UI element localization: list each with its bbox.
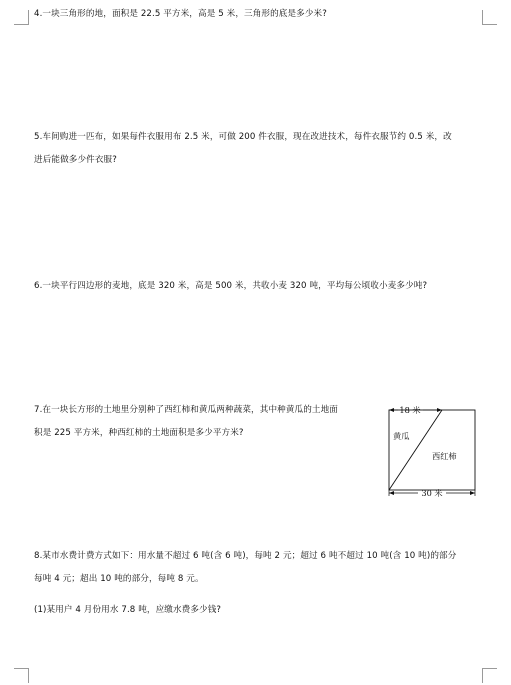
question-4-text: 4.一块三角形的地，面积是 22.5 平方米，高是 5 米，三角形的底是多少米? <box>34 9 327 19</box>
question-8-text-line-2: 每吨 4 元；超出 10 吨的部分，每吨 8 元。 <box>34 574 204 584</box>
top-dimension-label: 18 米 <box>399 405 421 415</box>
crop-mark-bottom-left <box>14 668 29 683</box>
question-6-text: 6.一块平行四边形的麦地，底是 320 米，高是 500 米，共收小麦 320 吨，平均每公顷收小麦多少吨? <box>34 281 428 291</box>
field-diagram-svg <box>380 399 478 503</box>
field-rectangle <box>389 410 475 490</box>
crop-mark-top-left <box>14 10 29 25</box>
field-diagram <box>380 399 478 503</box>
question-7-text-line-2: 积是 225 平方米，种西红柿的土地面积是多少平方米? <box>34 428 244 438</box>
question-8-text-line-1: 8.某市水费计费方式如下：用水量不超过 6 吨(含 6 吨)，每吨 2 元；超过 6 吨不超过 10 吨(含 10 吨)的部分 <box>34 551 457 561</box>
dimension-bottom <box>389 488 475 498</box>
bottom-dimension-label: 30 米 <box>421 488 443 498</box>
question-5-text-line-1: 5.车间购进一匹布，如果每件衣服用布 2.5 米，可做 200 件衣服，现在改进技术，每件衣服节约 0.5 米，改 <box>34 132 452 142</box>
field-divider-line <box>389 410 442 490</box>
tomato-region-label: 西红柿 <box>432 451 457 461</box>
question-8-sub-1-text: (1)某用户 4 月份用水 7.8 吨，应缴水费多少钱? <box>34 605 222 615</box>
question-7-text-line-1: 7.在一块长方形的土地里分别种了西红柿和黄瓜两种蔬菜，其中种黄瓜的土地面 <box>34 405 338 415</box>
cucumber-region-label: 黄瓜 <box>393 431 410 441</box>
question-5-text-line-2: 进后能做多少件衣服? <box>34 155 117 165</box>
crop-mark-top-right <box>482 10 497 25</box>
crop-mark-bottom-right <box>482 668 497 683</box>
